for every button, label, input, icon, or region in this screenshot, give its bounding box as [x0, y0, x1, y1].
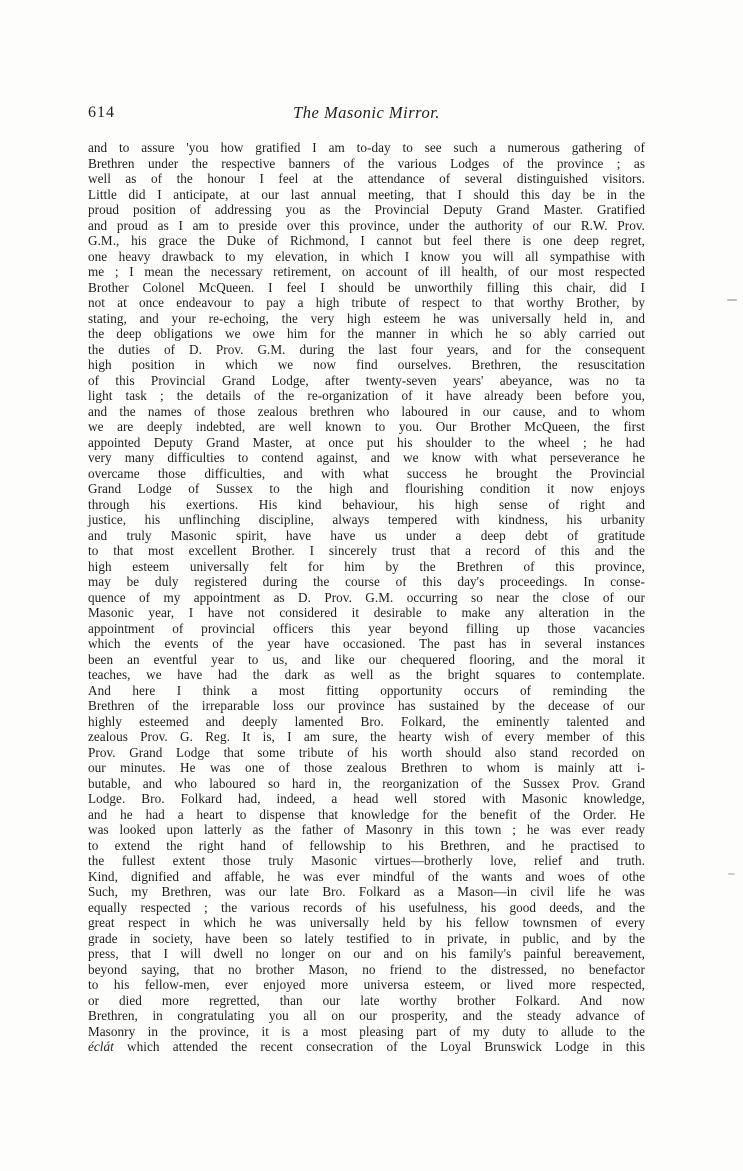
text-line: And here I think a most fitting opportunity occurs of reminding the	[88, 682, 645, 698]
text-line: great respect in which he was universally held by his fellow townsmen of every	[88, 915, 645, 930]
text-line: Grand Lodge of Sussex to the high and flourishing condition it now enjoys	[88, 481, 645, 496]
text-line: high esteem universally felt for him by the Brethren of this province,	[88, 558, 645, 574]
text-line: not at once endeavour to pay a high tribute of respect to that worthy Brother, by	[88, 295, 645, 310]
text-line: press, that I will dwell no longer on our and on his family's painful bereavement,	[88, 946, 645, 961]
text-line: zealous Prov. G. Reg. It is, I am sure, the hearty wish of every member of this	[88, 729, 645, 744]
text-line: of this Provincial Grand Lodge, after twenty-seven years' abeyance, was no ta	[88, 372, 645, 388]
text-line: to that most excellent Brother. I sincerely trust that a record of this and the	[88, 543, 645, 558]
text-line: appointed Deputy Grand Master, at once put his shoulder to the wheel ; he had	[88, 434, 645, 450]
text-line: beyond saying, that no brother Mason, no friend to the distressed, no benefactor	[88, 961, 645, 977]
text-line: and truly Masonic spirit, have have us under a deep debt of gratitude	[88, 527, 645, 543]
page-number: 614	[88, 104, 115, 121]
scan-artifact	[727, 299, 737, 301]
text-line: been an eventful year to us, and like our chequered flooring, and the moral it	[88, 651, 645, 667]
text-line: may be duly registered during the course of this day's proceedings. In conse-	[88, 574, 645, 589]
text-line: appointment of provincial officers this year beyond filling up those vacancies	[88, 620, 645, 636]
text-line: one heavy drawback to my elevation, in which I know you will all sympathise with	[88, 248, 645, 264]
text-line: we are deeply indebted, are well known to you. Our Brother McQueen, the first	[88, 419, 645, 434]
text-line: and to assure 'you how gratified I am to-day to see such a numerous gathering of	[88, 140, 645, 155]
text-line: me ; I mean the necessary retirement, on account of ill health, of our most respected	[88, 264, 645, 279]
text-line: Brethren under the respective banners of the various Lodges of the province ; as	[88, 155, 645, 171]
text-line: the fullest extent those truly Masonic virtues—brotherly love, relief and truth.	[88, 853, 645, 868]
plain-text: which attended the recent consecration of the Loyal Brunswick Lodge in this	[113, 1039, 645, 1054]
text-line: stating, and your re-echoing, the very high esteem he was universally held in, and	[88, 310, 645, 326]
text-line: Masonry in the province, it is a most pleasing part of my duty to allude to the	[88, 1023, 645, 1039]
text-line: the duties of D. Prov. G.M. during the last four years, and for the consequent	[88, 341, 645, 357]
text-line: justice, his unflinching discipline, always tempered with kindness, his urbanity	[88, 512, 645, 527]
text-line: Brother Colonel McQueen. I feel I should be unworthily filling this chair, did I	[88, 279, 645, 295]
text-line: and proud as I am to preside over this province, under the authority of our R.W. Prov.	[88, 217, 645, 233]
text-line: Little did I anticipate, at our last annual meeting, that I should this day be in the	[88, 186, 645, 202]
text-line: Lodge. Bro. Folkard had, indeed, a head well stored with Masonic knowledge,	[88, 791, 645, 806]
text-line: proud position of addressing you as the Provincial Deputy Grand Master. Gratified	[88, 202, 645, 217]
text-line: was looked upon latterly as the father of Masonry in this town ; he was ever ready	[88, 822, 645, 837]
text-line: teaches, we have had the dark as well as the bright squares to contemplate.	[88, 667, 645, 682]
text-line: Such, my Brethren, was our late Bro. Folkard as a Mason—in civil life he was	[88, 884, 645, 899]
journal-title: The Masonic Mirror.	[293, 103, 440, 122]
text-line: or died more regretted, than our late worthy brother Folkard. And now	[88, 992, 645, 1008]
text-line: to extend the right hand of fellowship to his Brethren, and he practised to	[88, 837, 645, 853]
text-line: our minutes. He was one of those zealous Brethren to whom is mainly att i-	[88, 760, 645, 775]
text-line: Masonic year, I have not considered it desirable to make any alteration in the	[88, 605, 645, 620]
text-line: high position in which we now find ourselves. Brethren, the resuscitation	[88, 357, 645, 372]
text-line: and the names of those zealous brethren who laboured in our cause, and to whom	[88, 403, 645, 419]
text-line: very many difficulties to contend against, and we know with what perseverance he	[88, 450, 645, 465]
text-line: overcame those difficulties, and with what success he brought the Provincial	[88, 465, 645, 481]
text-line: the deep obligations we owe him for the manner in which he so ably carried out	[88, 326, 645, 341]
text-line: which the events of the year have occasioned. The past has in several instances	[88, 636, 645, 651]
text-line: through his exertions. His kind behaviour, his high sense of right and	[88, 496, 645, 512]
text-line: Prov. Grand Lodge that some tribute of his worth should also stand recorded on	[88, 744, 645, 760]
text-line: equally respected ; the various records of his usefulness, his good deeds, and the	[88, 899, 645, 915]
page-header	[88, 103, 645, 125]
text-line: light task ; the details of the re-organization of it have already been before you,	[88, 388, 645, 403]
text-line: Brethren of the irreparable loss our province has sustained by the decease of our	[88, 698, 645, 713]
text-line: Brethren, in congratulating you all on our prosperity, and the steady advance of	[88, 1008, 645, 1023]
text-line	[88, 1039, 645, 1055]
scan-artifact	[728, 873, 735, 875]
text-line: butable, and who laboured so hard in, the reorganization of the Sussex Prov. Grand	[88, 775, 645, 791]
text-line: G.M., his grace the Duke of Richmond, I cannot but feel there is one deep regret,	[88, 233, 645, 248]
text-line: quence of my appointment as D. Prov. G.M. occurring so near the close of our	[88, 589, 645, 605]
text-line: Kind, dignified and affable, he was ever mindful of the wants and woes of othe	[88, 868, 645, 884]
text-line: grade in society, have been so lately testified to in private, in public, and by the	[88, 930, 645, 946]
italic-text: éclát	[88, 1039, 114, 1054]
page-text	[88, 140, 645, 1055]
text-line: to his fellow-men, ever enjoyed more universa esteem, or lived more respected,	[88, 977, 645, 992]
text-line: and he had a heart to dispense that knowledge for the benefit of the Order. He	[88, 806, 645, 822]
text-line: highly esteemed and deeply lamented Bro. Folkard, the eminently talented and	[88, 713, 645, 729]
text-line: well as of the honour I feel at the attendance of several distinguished visitors.	[88, 171, 645, 186]
